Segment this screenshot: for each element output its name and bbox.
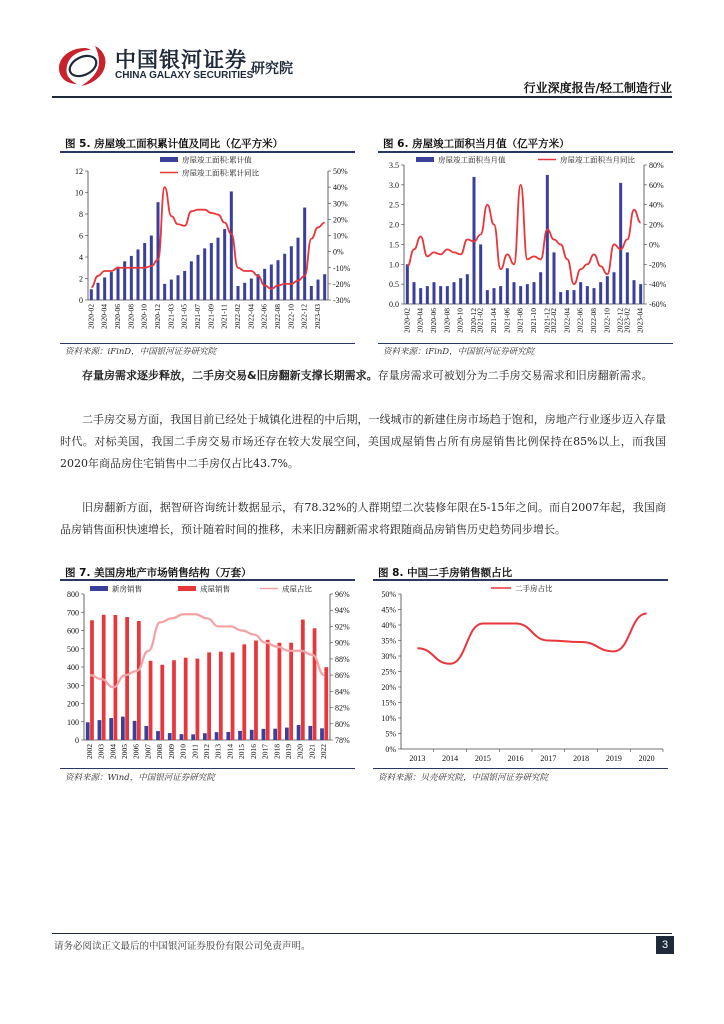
brand-logo: [55, 42, 305, 88]
left-tick-label: 6: [79, 231, 83, 241]
bar-fig5: [323, 274, 326, 300]
x-tick-label: 2021-10: [529, 308, 538, 333]
bar-fig7: [324, 667, 328, 740]
bar-fig7: [273, 729, 277, 740]
bar-fig5: [277, 260, 280, 300]
x-tick-label: 2022-10: [286, 304, 296, 329]
bar-fig6: [573, 290, 576, 304]
left-tick-label: 600: [67, 626, 79, 636]
bar-fig6: [539, 272, 542, 304]
figure-6-source: 资料来源：iFinD，中国银河证券研究院: [383, 347, 535, 357]
x-tick-label: 2002: [84, 744, 94, 759]
left-tick-label: 0: [75, 736, 79, 745]
bar-fig5: [143, 243, 146, 300]
x-tick-label: 2018: [272, 744, 282, 759]
left-tick-label: 800: [67, 590, 79, 599]
bar-fig5: [317, 280, 320, 300]
right-tick-label: -20%: [333, 279, 351, 289]
x-tick-label: 2016: [248, 744, 258, 759]
bar-fig5: [130, 256, 133, 300]
bar-fig6: [499, 286, 502, 304]
right-tick-label: -30%: [333, 296, 351, 305]
right-tick-label: 20%: [649, 220, 664, 230]
right-tick-label: 0%: [333, 247, 344, 257]
left-tick-label: 700: [67, 608, 79, 618]
series-line: [90, 614, 324, 687]
x-tick-label: 2015: [237, 744, 247, 759]
legend-label: 成屋销售: [200, 584, 230, 594]
y-tick-label: 25%: [381, 667, 396, 677]
bar-fig5: [283, 254, 286, 300]
bar-fig5: [223, 229, 226, 300]
right-tick-label: 80%: [335, 719, 350, 729]
right-tick-label: 20%: [333, 215, 348, 225]
x-tick-label: 2021-12: [542, 308, 552, 333]
bar-fig7: [98, 720, 102, 740]
x-tick-label: 2022-10: [602, 308, 612, 333]
figure-5-title: 图 5. 房屋竣工面积累计值及同比（亿平方米）: [65, 138, 284, 150]
x-tick-label: 2020-04: [99, 304, 109, 329]
bar-fig5: [303, 208, 306, 300]
x-tick-label: 2022-04: [562, 308, 572, 333]
bar-fig7: [102, 615, 106, 740]
legend-swatch: [90, 586, 108, 591]
bar-fig7: [156, 731, 160, 740]
x-tick-label: 2020-10: [455, 308, 465, 333]
bar-fig6: [519, 286, 522, 304]
left-tick-label: 200: [67, 699, 79, 709]
bar-fig5: [117, 267, 120, 300]
right-tick-label: 78%: [335, 736, 350, 745]
bar-fig6: [466, 274, 469, 304]
bar-fig5: [183, 271, 186, 300]
x-tick-label: 2009: [166, 744, 176, 759]
x-tick-label: 2014: [225, 744, 235, 759]
bar-fig7: [226, 732, 230, 740]
right-tick-label: 92%: [335, 622, 350, 632]
y-tick-label: 20%: [381, 683, 396, 692]
paragraph-1: [60, 365, 666, 387]
bar-fig6: [486, 290, 489, 304]
bar-fig6: [619, 183, 622, 304]
right-tick-label: -10%: [333, 263, 351, 273]
x-tick-label: 2022-02: [233, 304, 242, 329]
bar-fig5: [170, 280, 173, 300]
left-tick-label: 1.0: [389, 260, 399, 270]
bar-fig5: [257, 274, 260, 300]
x-tick-label: 2022: [319, 744, 329, 759]
bar-fig5: [203, 248, 206, 300]
x-tick-label: 2012: [202, 744, 211, 759]
footer-disclaimer: 请务必阅读正文最后的中国银河证券股份有限公司免责声明。: [54, 941, 311, 952]
legend-swatch: [160, 157, 178, 162]
bar-fig5: [103, 277, 106, 300]
bar-fig6: [453, 282, 456, 304]
bar-fig7: [168, 733, 172, 740]
x-tick-label: 2016: [507, 754, 524, 763]
right-tick-label: -60%: [649, 300, 667, 309]
right-tick-label: 80%: [649, 161, 664, 170]
right-tick-label: 84%: [335, 687, 350, 697]
logo-english: CHINA GALAXY SECURITIES: [115, 70, 254, 81]
bar-fig5: [230, 191, 233, 300]
bar-fig5: [310, 286, 313, 300]
right-tick-label: -20%: [649, 260, 667, 270]
bar-fig5: [217, 238, 220, 300]
series-line: [417, 614, 646, 664]
x-tick-label: 2022-06: [259, 304, 269, 329]
x-tick-label: 2020-06: [113, 304, 122, 329]
legend-label: 房屋竣工面积当月同比: [560, 155, 635, 165]
bar-fig7: [242, 644, 246, 740]
bar-fig7: [238, 731, 242, 740]
bar-fig6: [593, 288, 596, 304]
bar-fig6: [626, 252, 629, 304]
x-tick-label: 2019: [284, 744, 293, 759]
right-tick-label: 86%: [335, 671, 350, 681]
page-number: 3: [656, 936, 674, 954]
x-tick-label: 2007: [143, 744, 153, 759]
x-tick-label: 2020-06: [429, 308, 438, 333]
footer-divider: [52, 933, 672, 934]
x-tick-label: 2020-10: [139, 304, 149, 329]
legend-label: 房屋竣工面积:累计同比: [182, 168, 260, 178]
left-tick-label: 2: [79, 274, 83, 284]
left-tick-label: 1.5: [389, 240, 399, 250]
bar-fig7: [184, 658, 188, 740]
bar-fig5: [90, 289, 93, 300]
x-tick-label: 2018: [573, 754, 590, 763]
fig5-svg: [60, 155, 360, 343]
x-tick-label: 2003: [96, 744, 106, 759]
bar-fig6: [446, 286, 449, 304]
left-tick-label: 10: [75, 188, 83, 198]
bar-fig6: [613, 272, 616, 304]
bar-fig6: [553, 252, 556, 304]
figure-8-rule: [373, 579, 668, 581]
bar-fig7: [133, 721, 137, 740]
left-tick-label: 12: [75, 167, 83, 176]
bar-fig6: [406, 264, 409, 304]
left-tick-label: 300: [67, 681, 79, 691]
x-tick-label: 2020-12: [469, 308, 478, 333]
figure-5-rule: [60, 151, 355, 153]
x-tick-label: 2020-12: [153, 304, 162, 329]
bar-fig5: [110, 272, 113, 300]
figure-6-chart: [378, 155, 678, 343]
right-tick-label: 90%: [335, 638, 350, 648]
bar-fig6: [479, 244, 482, 304]
bar-fig5: [290, 246, 293, 300]
bar-fig6: [633, 280, 636, 304]
figure-8-chart: [373, 582, 673, 770]
x-tick-label: 2021-09: [206, 304, 216, 329]
bar-fig6: [493, 288, 496, 304]
left-tick-label: 0.5: [389, 280, 399, 290]
x-tick-label: 2021-02: [475, 308, 485, 333]
right-tick-label: 50%: [333, 167, 348, 176]
bar-fig5: [297, 238, 300, 300]
fig8-svg: [373, 582, 673, 770]
x-tick-label: 2017: [260, 744, 270, 759]
bar-fig7: [313, 628, 317, 740]
x-tick-label: 2021-08: [515, 308, 525, 333]
bar-fig7: [285, 728, 289, 740]
x-tick-label: 2021-05: [179, 304, 189, 329]
logo-chinese: 中国银河证券: [115, 48, 247, 72]
right-tick-label: 94%: [335, 606, 350, 616]
bar-fig7: [191, 734, 195, 740]
bar-fig7: [207, 652, 211, 740]
bar-fig7: [262, 729, 266, 740]
bar-fig7: [297, 725, 301, 740]
bar-fig7: [114, 615, 118, 740]
x-tick-label: 2020-04: [415, 308, 425, 333]
x-tick-label: 2023-04: [635, 308, 645, 333]
left-tick-label: 0: [79, 296, 83, 305]
bar-fig7: [254, 641, 258, 740]
figure-8-bottom-rule: [373, 768, 668, 769]
x-tick-label: 2004: [108, 744, 118, 759]
figure-6-rule: [378, 151, 673, 153]
bar-fig5: [250, 279, 253, 301]
right-tick-label: 30%: [333, 199, 348, 209]
legend-label: 二手房占比: [515, 584, 553, 593]
x-tick-label: 2022-12: [299, 304, 309, 329]
x-tick-label: 2020: [295, 744, 305, 759]
bar-fig6: [419, 288, 422, 304]
bar-fig6: [526, 284, 529, 304]
bar-fig5: [177, 275, 180, 300]
bar-fig7: [219, 652, 223, 740]
header-divider: [52, 96, 672, 98]
bar-fig7: [196, 659, 200, 740]
bar-fig6: [606, 276, 609, 304]
x-tick-label: 2022-04: [246, 304, 256, 329]
y-tick-label: 10%: [381, 714, 396, 723]
logo-institute: 研究院: [251, 61, 293, 77]
x-tick-label: 2019: [605, 754, 622, 763]
y-tick-label: 45%: [381, 605, 396, 615]
figure-6-bottom-rule: [378, 343, 673, 344]
left-tick-label: 4: [79, 253, 83, 262]
bar-fig7: [301, 620, 305, 740]
x-tick-label: 2020-08: [442, 308, 452, 333]
x-tick-label: 2011: [190, 744, 200, 759]
bar-fig7: [320, 728, 324, 740]
x-tick-label: 2020-08: [126, 304, 136, 329]
bar-fig5: [243, 283, 246, 300]
bar-fig6: [413, 282, 416, 304]
bar-fig6: [586, 286, 589, 304]
figure-7-title: 图 7. 美国房地产市场销售结构（万套）: [65, 567, 252, 579]
paragraph-2: 二手房交易方面，我国目前已经处于城镇化进程的中后期，一线城市的新建住房市场趋于饱和，房地产行业逐步迈入存量时代。对标美国，我国二手房交易市场还存在较大发展空间，美国成屋销售占所有房屋销售比例保持在85%以上，而我国2020年商品房住宅销售中二手房仅占比43.7%。: [60, 413, 666, 470]
left-tick-label: 400: [67, 663, 79, 672]
x-tick-label: 2022-08: [589, 308, 598, 333]
galaxy-logo-icon: [55, 42, 109, 88]
bar-fig5: [163, 284, 166, 300]
bar-fig6: [579, 282, 582, 304]
bar-fig6: [459, 278, 462, 304]
fig6-svg: [378, 155, 678, 343]
x-tick-label: 2022-08: [273, 304, 282, 329]
left-tick-label: 100: [67, 717, 79, 727]
bar-fig6: [566, 290, 569, 304]
y-tick-label: 0%: [385, 745, 396, 754]
x-tick-label: 2021: [307, 744, 317, 759]
x-tick-label: 2023-02: [622, 308, 632, 333]
bar-fig7: [160, 665, 164, 740]
x-tick-label: 2022-06: [575, 308, 585, 333]
bar-fig7: [121, 717, 125, 740]
bar-fig6: [439, 286, 442, 304]
bar-fig6: [513, 282, 516, 304]
fig7-svg: [60, 582, 360, 770]
x-tick-label: 2023-03: [313, 304, 322, 329]
x-tick-label: 2021-11: [219, 304, 229, 329]
y-tick-label: 40%: [381, 621, 396, 630]
figure-7-chart: [60, 582, 360, 770]
right-tick-label: 60%: [649, 180, 664, 190]
x-tick-label: 2022-02: [549, 308, 558, 333]
paragraph-1-lead: 存量房需求逐步释放，二手房交易&旧房翻新支撑长期需求。: [82, 369, 378, 382]
x-tick-label: 2010: [178, 744, 188, 759]
figure-5-source: 资料来源：iFinD，中国银河证券研究院: [65, 347, 217, 357]
bar-fig6: [506, 268, 509, 304]
right-tick-label: 40%: [649, 200, 664, 210]
series-line: [91, 187, 324, 289]
left-tick-label: 3.5: [389, 161, 399, 170]
bar-fig5: [137, 249, 140, 300]
left-tick-label: 2.5: [389, 200, 399, 210]
right-tick-label: 10%: [333, 231, 348, 241]
bar-fig7: [289, 643, 293, 740]
x-tick-label: 2013: [409, 754, 426, 763]
paragraph-3: 旧房翻新方面，据智研咨询统计数据显示，有78.32%的人群期望二次装修年限在5-15年之间。而自2007年起，我国商品房销售面积快速增长，预计随着时间的推移，未来旧房翻新需求将跟随商品房销售历史趋势同步增长。: [60, 501, 666, 536]
bar-fig5: [210, 243, 213, 300]
x-tick-label: 2020-02: [86, 304, 96, 329]
x-tick-label: 2020: [638, 754, 655, 763]
series-line: [407, 185, 640, 284]
right-tick-label: -40%: [649, 280, 667, 290]
x-tick-label: 2020-02: [402, 308, 412, 333]
bar-fig7: [203, 733, 207, 740]
legend-swatch: [416, 157, 434, 162]
bar-fig7: [180, 734, 184, 740]
bar-fig7: [172, 660, 176, 740]
bar-fig5: [237, 286, 240, 300]
bar-fig7: [86, 722, 90, 740]
bar-fig5: [197, 255, 200, 300]
right-tick-label: 96%: [335, 590, 350, 599]
bar-fig7: [90, 620, 94, 740]
figure-7-bottom-rule: [60, 768, 355, 769]
bar-fig7: [231, 652, 235, 740]
bar-fig7: [149, 661, 153, 740]
bar-fig7: [278, 643, 282, 740]
left-tick-label: 8: [79, 210, 83, 219]
left-tick-label: 0.0: [389, 300, 399, 309]
bar-fig7: [250, 730, 254, 740]
bar-fig7: [215, 732, 219, 740]
bar-fig7: [266, 640, 270, 740]
x-tick-label: 2022-12: [615, 308, 625, 333]
bar-fig7: [109, 718, 113, 740]
report-category: 行业深度报告/轻工制造行业: [523, 81, 672, 95]
bar-fig7: [125, 617, 129, 740]
x-tick-label: 2014: [442, 754, 459, 763]
right-tick-label: 40%: [333, 183, 348, 193]
right-tick-label: 88%: [335, 654, 350, 664]
bar-fig5: [97, 283, 100, 300]
y-tick-label: 5%: [385, 729, 396, 739]
bar-fig5: [150, 236, 153, 301]
bar-fig6: [599, 282, 602, 304]
x-tick-label: 2013: [213, 744, 223, 759]
x-tick-label: 2005: [120, 744, 129, 759]
x-tick-label: 2006: [131, 744, 141, 759]
x-tick-label: 2021-03: [166, 304, 176, 329]
bar-fig6: [426, 286, 429, 304]
left-tick-label: 500: [67, 644, 79, 654]
figure-5-bottom-rule: [60, 343, 355, 344]
bar-fig6: [546, 175, 549, 304]
x-tick-label: 2015: [474, 754, 491, 763]
bar-fig6: [559, 292, 562, 304]
bar-fig6: [639, 284, 642, 304]
paragraph-1-text: 存量房需求可被划分为二手房交易需求和旧房翻新需求。: [377, 369, 653, 382]
figure-6-title: 图 6. 房屋竣工面积当月值（亿平方米）: [383, 138, 570, 150]
x-tick-label: 2017: [540, 754, 557, 763]
x-tick-label: 2021-06: [502, 308, 512, 333]
legend-label: 新房销售: [112, 584, 142, 594]
figure-5-chart: [60, 155, 360, 343]
bar-fig5: [190, 261, 193, 300]
bar-fig7: [144, 726, 148, 740]
figure-7-rule: [60, 579, 355, 581]
legend-swatch: [178, 586, 196, 591]
right-tick-label: 82%: [335, 703, 350, 713]
legend-label: 房屋竣工面积:累计值: [182, 155, 252, 165]
legend-label: 房屋竣工面积当月值: [438, 155, 506, 165]
left-tick-label: 3.0: [389, 180, 399, 190]
figure-8-source: 资料来源：贝壳研究院，中国银河证券研究院: [378, 773, 549, 783]
bar-fig5: [270, 265, 273, 300]
figure-8-title: 图 8. 中国二手房销售额占比: [378, 567, 513, 579]
x-tick-label: 2021-07: [193, 304, 202, 329]
y-tick-label: 50%: [381, 590, 396, 599]
left-tick-label: 2.0: [389, 220, 399, 230]
bar-fig6: [533, 282, 536, 304]
y-tick-label: 30%: [381, 652, 396, 661]
legend-label: 成屋占比: [282, 584, 312, 594]
bar-fig6: [433, 282, 436, 304]
bar-fig7: [137, 621, 141, 740]
x-tick-label: 2008: [155, 744, 165, 759]
x-tick-label: 2021-04: [489, 308, 498, 333]
y-tick-label: 35%: [381, 636, 396, 646]
right-tick-label: 0%: [649, 240, 660, 250]
bar-fig7: [308, 726, 312, 740]
y-tick-label: 15%: [381, 698, 396, 708]
figure-7-source: 资料来源：Wind，中国银河证券研究院: [65, 773, 215, 783]
